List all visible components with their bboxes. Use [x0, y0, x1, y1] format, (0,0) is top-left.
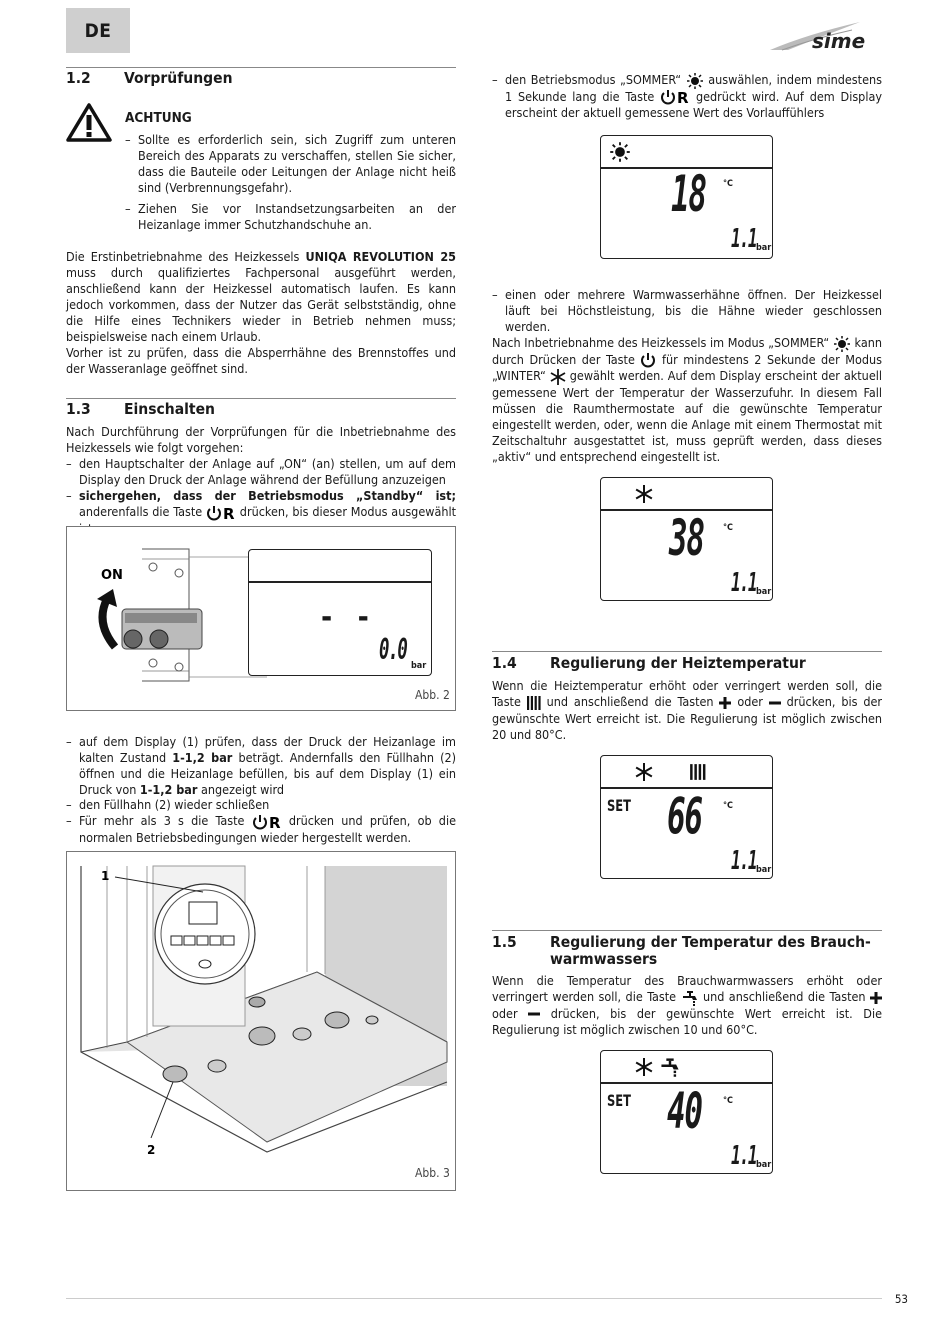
power-reset-icon: [252, 814, 282, 830]
boiler-bottom-illustration: [67, 852, 455, 1190]
section-title: Einschalten: [124, 400, 215, 418]
snowflake-icon: [635, 485, 653, 503]
display-temperature: 18: [671, 165, 706, 223]
figure-caption: Abb. 2: [415, 688, 450, 702]
section-title: Vorprüfungen: [124, 69, 233, 87]
snowflake-icon: [635, 763, 653, 781]
figure-abb-2: [66, 526, 456, 711]
sun-icon: [686, 73, 704, 89]
section-title: Regulierung der Temperatur des Brauch-: [550, 933, 871, 951]
warning-title: ACHTUNG: [125, 110, 192, 126]
step-item: – sichergehen, dass der Betriebsmodus „Standby“ ist; anderenfalls die Taste R drücken, bis dieser Modus ausgewählt: [66, 488, 456, 521]
section-1-4-heading: [492, 655, 882, 675]
language-tag: [66, 8, 130, 53]
section-title-continued: warmwassers: [550, 950, 658, 968]
snowflake-icon: [635, 1058, 653, 1076]
radiator-icon: [527, 695, 541, 711]
lcd-display-standby: [248, 549, 432, 676]
pressure-unit: bar: [756, 865, 772, 875]
set-label: SET: [607, 796, 632, 815]
section-number: 1.5: [492, 933, 517, 951]
pressure-unit: bar: [756, 243, 772, 253]
display-dashes: - -: [321, 600, 377, 635]
step-item: – einen oder mehrere Warmwasserhähne öffnen. Der Heizkessel läuft bei Höchstleistung, bis die Hähne wieder geschlossen werden.: [492, 287, 882, 334]
set-label: SET: [607, 1091, 632, 1110]
section-1-2-heading: [66, 70, 456, 90]
temperature-unit: °C: [723, 1096, 733, 1106]
warning-item: – Ziehen Sie vor Instandsetzungsarbeiten an der Heizanlage immer Schutzhandschuhe an.: [125, 201, 456, 232]
temperature-unit: °C: [723, 179, 733, 189]
temperature-unit: °C: [723, 801, 733, 811]
sun-icon: [609, 142, 631, 162]
section-1-3-heading: [66, 401, 456, 421]
pressure-unit: bar: [756, 1160, 772, 1170]
display-pressure: 1.1: [731, 568, 757, 598]
display-pressure: 1.1: [731, 224, 757, 254]
section-number: 1.2: [66, 69, 91, 87]
section-number: 1.4: [492, 654, 517, 672]
display-temperature: 38: [669, 509, 704, 567]
tap-icon: [681, 990, 699, 1006]
section-1-5-heading: [492, 934, 882, 970]
intro-paragraph: Die Erstinbetriebnahme des Heizkessels UNIQA REVOLUTION 25 muss durch qualifiziertes Fachpersonal ausgeführt werden, anschließend kann der Heizkessel automatisch laufen. Es kann jedoch vorkommen, dass der Nutzer das Gerät selbstständig, ohne die Hilfe eines Technikers wieder in Betrieb nehmen muss; beispielsweise nach einem Urlaub. Vorher ist zu prüfen, dass die Absperrhähne des Brennstoffes und der Wasseranlage geöffnet sind.: [66, 249, 456, 376]
callout-2: 2: [147, 1143, 156, 1157]
display-temperature: 66: [667, 787, 702, 845]
section-1-5-text: Wenn die Temperatur des Brauchwarmwassers erhöht oder verringert werden soll, die Taste und anschließend die Tasten oder drücken, bis der gewünschte Wert erreicht ist. Die Regulierung ist möglich zwischen 10 und 60°C.: [492, 973, 882, 1037]
step-item: – auf dem Display (1) prüfen, dass der Druck der Heizanlage im kalten Zustand 1-1,2 bar beträgt. Andernfalls den Füllhahn (2) öffnen und die Heizanlage befüllen, bis auf dem Display (1) ein Druck von 1-1,2 bar angezeigt wird: [66, 734, 457, 797]
sime-logo: [768, 20, 886, 58]
lcd-display-heating-set: [600, 755, 773, 879]
language-label: DE: [84, 19, 112, 42]
display-pressure: 0.0: [379, 633, 407, 666]
brand-name: sime: [812, 29, 866, 53]
step-item: – Für mehr als 3 s die Taste R drücken und prüfen, ob die normalen Betriebsbedingungen wieder hergestellt werden.: [66, 813, 456, 845]
main-switch-illustration: [67, 527, 267, 711]
snowflake-icon: [550, 369, 566, 385]
winter-paragraph: Nach Inbetriebnahme des Heizkessels im Modus „SOMMER“ kann durch Drücken der Taste für mindestens 2 Sekunde der Modus „WINTER“ gewählt werden. Auf dem Display erscheint der aktuell gemessene Wert der Temperatur der Wasserzufuhr. In diesem Fall müssen die Raumthermostate auf die gewünschte Temperatur eingestellt werden, oder, wenn die Anlage mit einem Thermostat mit Zeitschaltuhr ausgestattet ist, muss geprüft werden, dass dieses „aktiv“ und entsprechend eingestellt ist.: [492, 335, 882, 464]
tap-icon: [659, 1057, 681, 1077]
sun-icon: [833, 336, 851, 352]
lcd-display-winter: [600, 477, 773, 601]
minus-icon: [769, 697, 781, 709]
svg-text:R: R: [677, 89, 689, 105]
callout-1: 1: [101, 869, 110, 883]
figure-caption: Abb. 3: [415, 1166, 450, 1180]
step-item: – den Füllhahn (2) wieder schließen: [66, 797, 270, 812]
power-reset-icon: [660, 89, 690, 105]
pressure-unit: bar: [411, 661, 427, 671]
minus-icon: [528, 1008, 540, 1020]
plus-icon: [870, 992, 882, 1004]
display-pressure: 1.1: [731, 1141, 757, 1171]
svg-text:R: R: [222, 504, 235, 521]
power-reset-icon: [206, 505, 236, 521]
lcd-display-dhw-set: [600, 1050, 773, 1174]
section-1-4-text: Wenn die Heiztemperatur erhöht oder verringert werden soll, die Taste und anschließend die Tasten oder drücken, bis der gewünschte Wert erreicht ist. Die Regulierung ist möglich zwischen 20 und 80°C.: [492, 678, 883, 742]
on-label: ON: [101, 568, 123, 583]
display-temperature: 40: [667, 1082, 702, 1140]
warning-triangle-icon: [66, 102, 112, 146]
section-number: 1.3: [66, 400, 91, 418]
radiator-icon: [689, 763, 707, 781]
step-item: – den Hauptschalter der Anlage auf „ON“ (an) stellen, um auf dem Display den Druck der Anlage während der Befüllung anzuzeigen: [66, 456, 456, 487]
lcd-display-summer: [600, 135, 773, 259]
plus-icon: [719, 697, 731, 709]
step-item: – den Betriebsmodus „SOMMER“ auswählen, indem mindestens 1 Sekunde lang die Taste R gedrückt wird. Auf dem Display erscheint der aktuell gemessene Wert des Vorlauffühlers: [492, 72, 882, 120]
temperature-unit: °C: [723, 523, 733, 533]
warning-item: – Sollte es erforderlich sein, sich Zugriff zum unteren Bereich des Apparats zu verschaffen, stellen Sie sicher, dass die Bauteile oder Leitungen der Anlage nicht heiß sind (Verbrennungsgefahr).: [125, 132, 456, 195]
power-icon: [640, 352, 656, 368]
section-intro: Nach Durchführung der Vorprüfungen für die Inbetriebnahme des Heizkessels wie folgt vorgehen:: [66, 424, 456, 455]
svg-text:R: R: [268, 813, 281, 830]
page-number: 53: [894, 1292, 908, 1306]
section-title: Regulierung der Heiztemperatur: [550, 654, 806, 672]
figure-abb-3: [66, 851, 456, 1191]
pressure-unit: bar: [756, 587, 772, 597]
display-pressure: 1.1: [731, 846, 757, 876]
